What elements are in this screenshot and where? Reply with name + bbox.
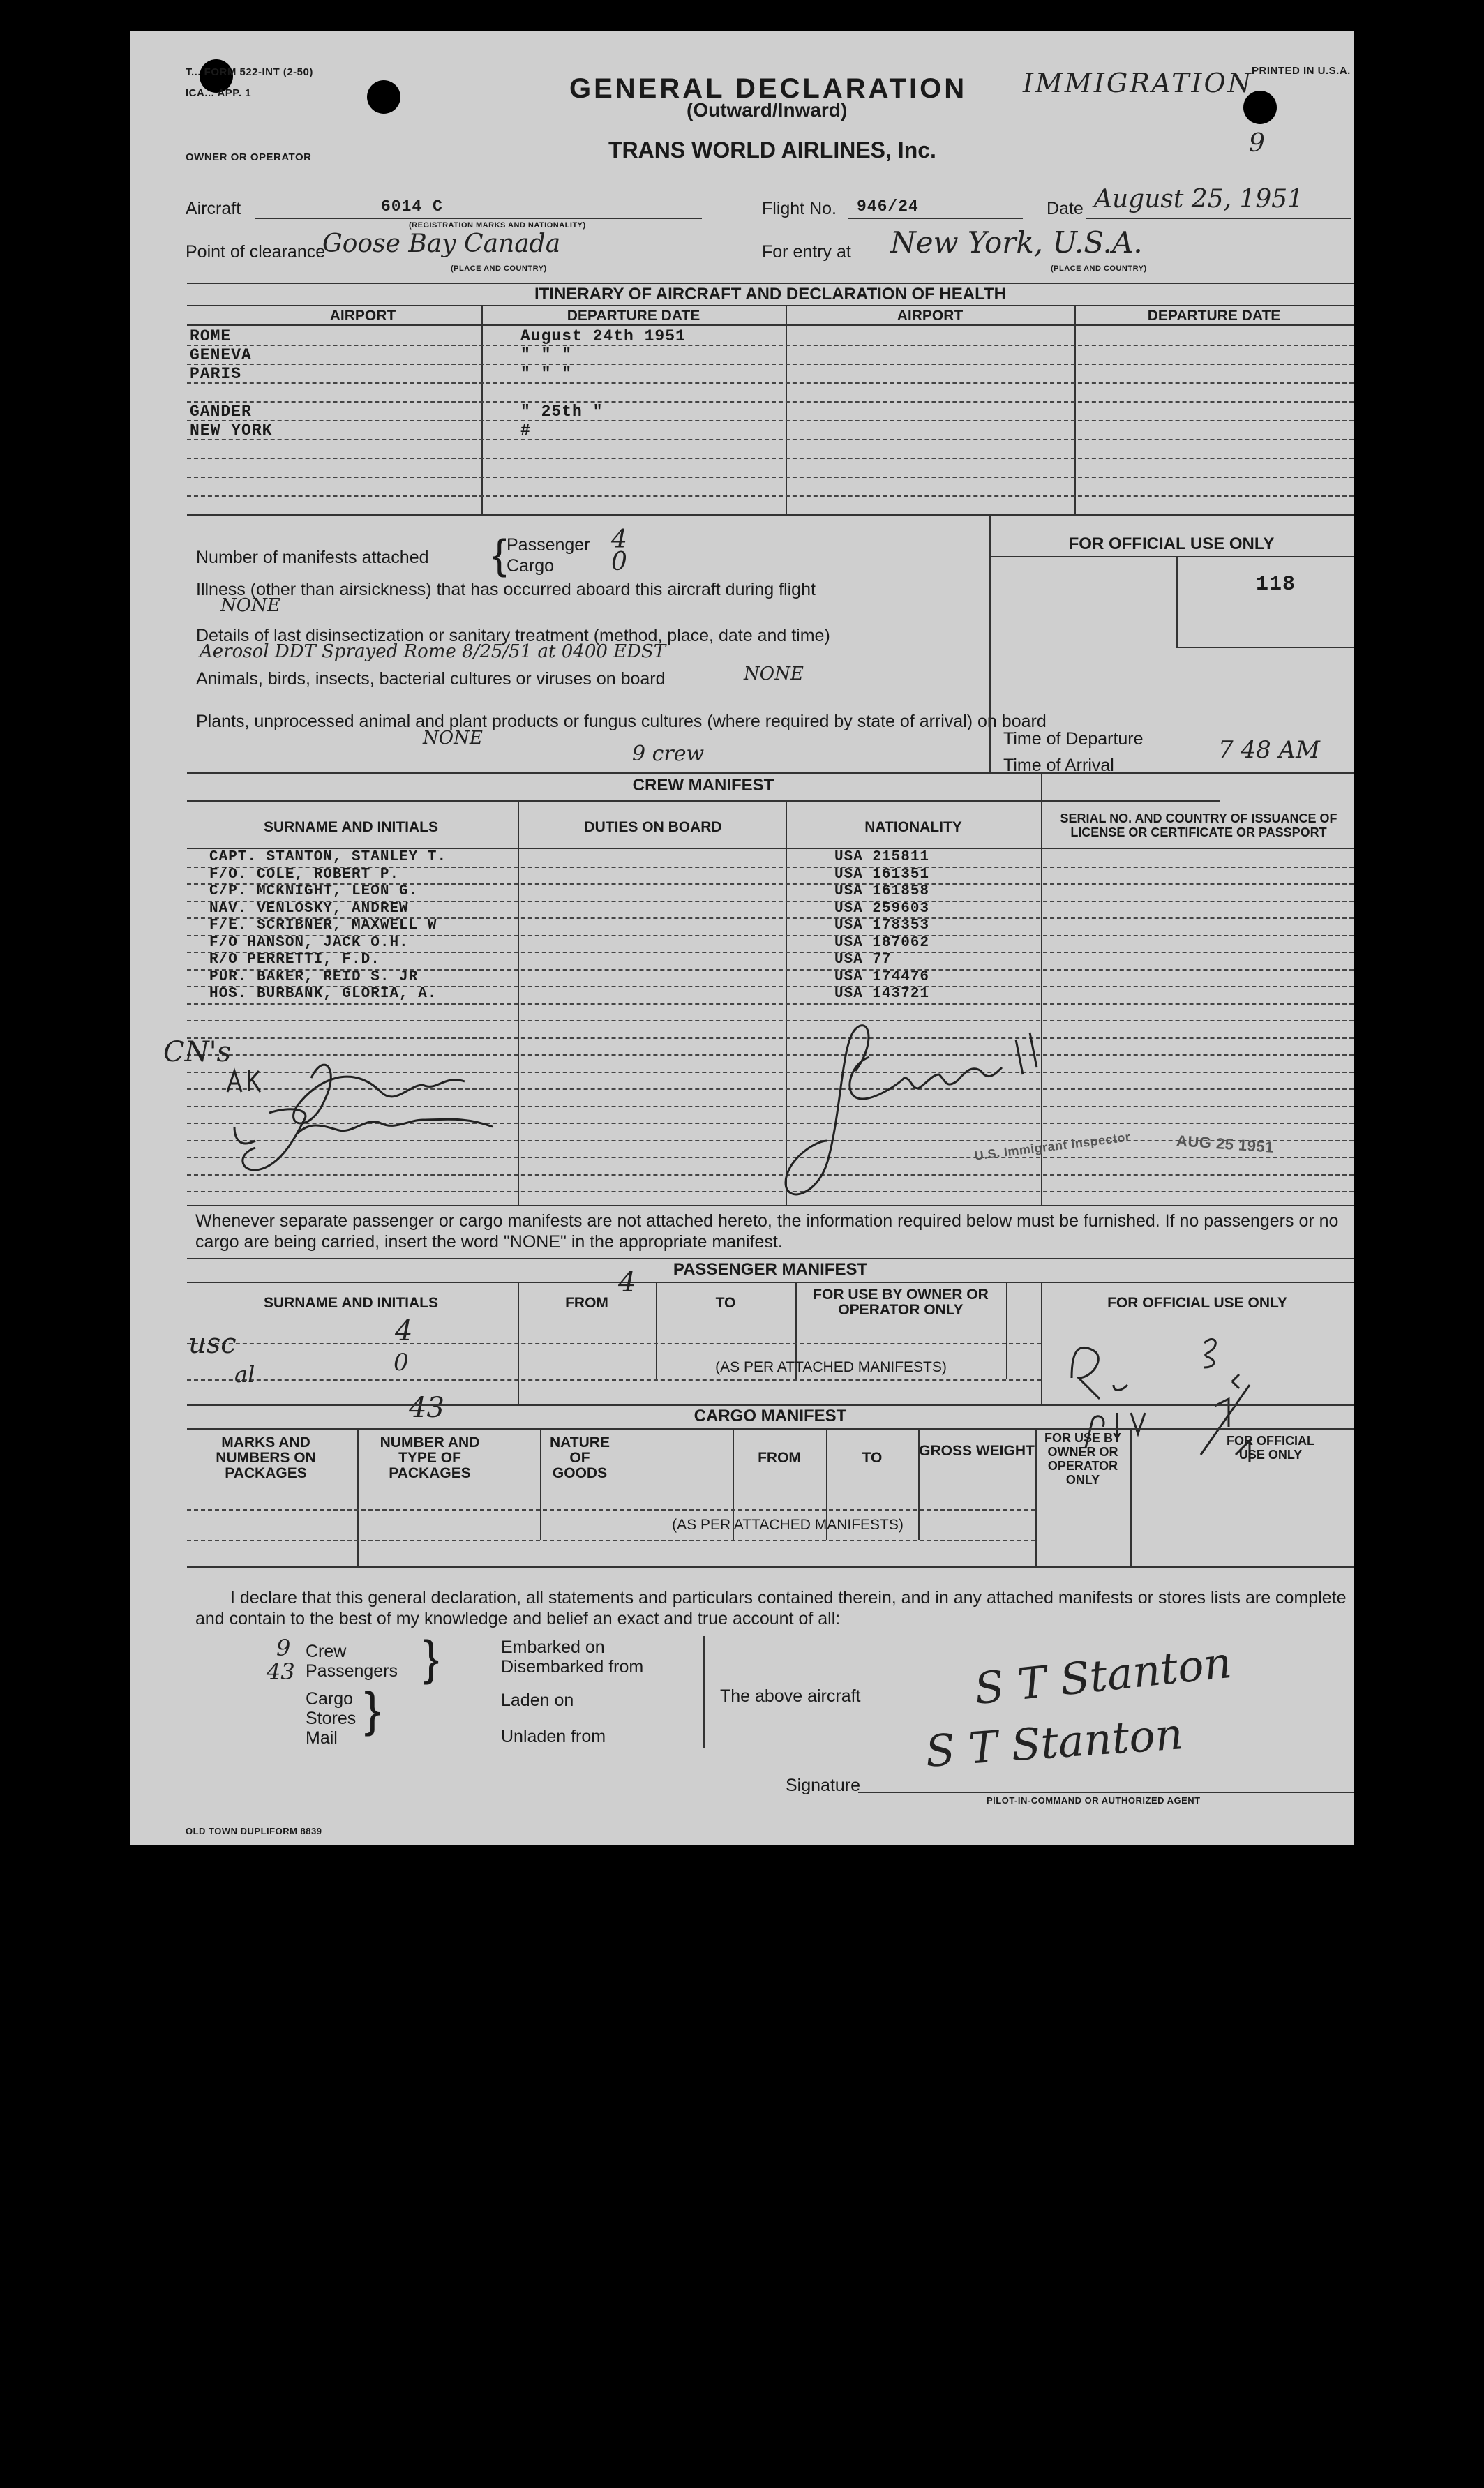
crew-signatures <box>130 1008 1354 1238</box>
itinerary-col-airport: AIRPORT <box>329 308 396 324</box>
itinerary-title: ITINERARY OF AIRCRAFT AND DECLARATION OF HEALTH <box>534 285 1006 303</box>
pm-hand-count1: 4 <box>395 1315 413 1347</box>
cargo-count-label: Cargo <box>306 1689 354 1709</box>
official-number: 118 <box>1256 573 1296 597</box>
owner-label: OWNER OR OPERATOR <box>186 151 312 163</box>
cm-col-owner: FOR USE BY OWNER OR OPERATOR ONLY <box>1044 1431 1121 1487</box>
itinerary-airport: ROME <box>190 327 232 345</box>
itinerary-col-airport-2: AIRPORT <box>897 308 964 324</box>
pm-per-attached: (AS PER ATTACHED MANIFESTS) <box>715 1359 947 1375</box>
cargo-value: 0 <box>611 548 627 576</box>
signature-upper: S T Stanton <box>972 1636 1234 1715</box>
pm-col-to: TO <box>715 1295 736 1311</box>
cm-col-number: NUMBER AND TYPE OF PACKAGES <box>380 1434 480 1481</box>
passenger-label: Passenger <box>507 535 590 555</box>
flight-value: 946/24 <box>857 197 919 216</box>
above-aircraft-label: The above aircraft <box>720 1686 861 1706</box>
crew-col-license: SERIAL NO. AND COUNTRY OF ISSUANCE OF LICENSE OR CERTIFICATE OR PASSPORT <box>1060 811 1337 839</box>
pm-hand-al: al <box>234 1361 255 1388</box>
pm-hand-count2: 0 <box>394 1349 409 1377</box>
crew-col-nationality: NATIONALITY <box>864 819 962 835</box>
pm-col-surname: SURNAME AND INITIALS <box>263 1295 439 1311</box>
animals-value: NONE <box>744 664 804 684</box>
airline-name: TRANS WORLD AIRLINES, Inc. <box>608 137 936 163</box>
crew-member-name: R/O PERRETTI, F.D. <box>209 952 380 968</box>
crew-member-name: F/O. COLE, ROBERT P. <box>209 867 400 883</box>
aircraft-sub: (REGISTRATION MARKS AND NATIONALITY) <box>409 221 586 230</box>
crew-member-name: F/E. SCRIBNER, MAXWELL W <box>209 917 437 934</box>
pm-hand-usc: usc <box>188 1328 237 1360</box>
inspector-stamp: U.S. Immigrant Inspector <box>973 1130 1132 1163</box>
crew-count-handwritten: 9 crew <box>632 742 705 766</box>
stores-count-label: Stores <box>306 1709 357 1728</box>
date-value: August 25, 1951 <box>1094 185 1304 213</box>
disembarked-label: Disembarked from <box>501 1657 644 1677</box>
laden-label: Laden on <box>501 1691 574 1710</box>
crew-member-name: F/O HANSON, JACK O.H. <box>209 935 409 951</box>
cm-col-from: FROM <box>758 1450 801 1466</box>
cm-per-attached: (AS PER ATTACHED MANIFESTS) <box>672 1517 904 1533</box>
crew-title: CREW MANIFEST <box>632 776 774 795</box>
crew-member-name: PUR. BAKER, REID S. JR <box>209 969 419 985</box>
passenger-count-value: 43 <box>267 1658 295 1685</box>
plants-value: NONE <box>423 728 483 749</box>
disinsect-value: Aerosol DDT Sprayed Rome 8/25/51 at 0400 EDST <box>200 641 666 662</box>
animals-label: Animals, birds, insects, bacterial cultures or viruses on board <box>196 669 666 689</box>
itinerary-departure-date: " " " <box>520 346 573 364</box>
entry-label: For entry at <box>762 242 851 262</box>
flight-label: Flight No. <box>762 199 837 218</box>
clearance-sub: (PLACE AND COUNTRY) <box>451 264 547 273</box>
itinerary-col-departure-2: DEPARTURE DATE <box>1147 308 1281 324</box>
plants-label: Plants, unprocessed animal and plant products or fungus cultures (where required by state of arrival) on board <box>196 712 1047 731</box>
crew-member-nationality: USA 187062 <box>834 935 930 951</box>
arrival-time-value: 7 48 AM <box>1218 736 1320 764</box>
title-handwritten: IMMIGRATION <box>1023 68 1253 98</box>
crew-member-name: CAPT. STANTON, STANLEY T. <box>209 849 447 865</box>
crew-member-name: NAV. VENLOSKY, ANDREW <box>209 901 409 917</box>
clearance-label: Point of clearance <box>186 242 326 262</box>
crew-annotation: CN's <box>163 1036 232 1068</box>
form-footer: OLD TOWN DUPLIFORM 8839 <box>186 1826 322 1836</box>
signature-lower: S T Stanton <box>923 1708 1185 1777</box>
aircraft-label: Aircraft <box>186 199 241 218</box>
itinerary-airport: GANDER <box>190 403 252 421</box>
pm-col-owner: FOR USE BY OWNER OR OPERATOR ONLY <box>813 1287 989 1318</box>
crew-member-nationality: USA 161351 <box>834 867 930 883</box>
unladen-label: Unladen from <box>501 1727 606 1746</box>
disinsect-label: Details of last disinsectization or sanitary treatment (method, place, date and time) <box>196 626 830 645</box>
pm-col-from: FROM <box>565 1295 608 1311</box>
crew-member-nationality: USA 161858 <box>834 883 930 899</box>
form-code: T... FORM 522-INT (2-50) <box>186 66 313 78</box>
crew-member-nationality: USA 259603 <box>834 901 930 917</box>
itinerary-col-departure: DEPARTURE DATE <box>567 308 700 324</box>
crew-member-nationality: USA 77 <box>834 952 892 968</box>
punch-hole <box>367 80 400 114</box>
notice-text: Whenever separate passenger or cargo manifests are not attached hereto, the information required below must be furnished. If no passengers or no cargo are being carried, insert the word "NONE" in the appropriate manifest. <box>195 1211 1339 1252</box>
date-label: Date <box>1047 199 1084 218</box>
itinerary-departure-date: " 25th " <box>520 403 604 421</box>
entry-sub: (PLACE AND COUNTRY) <box>1051 264 1147 273</box>
crew-member-nationality: USA 178353 <box>834 917 930 934</box>
crew-count-value: 9 <box>276 1635 291 1661</box>
crew-member-nationality: USA 215811 <box>834 849 930 865</box>
embarked-label: Embarked on <box>501 1638 605 1657</box>
cm-col-weight: GROSS WEIGHT <box>919 1443 1035 1459</box>
form-subtitle: (Outward/Inward) <box>687 99 848 121</box>
arrival-time-label: Time of Arrival <box>1003 756 1114 775</box>
cm-col-official: FOR OFFICIAL USE ONLY <box>1227 1434 1314 1462</box>
passenger-manifest-title: PASSENGER MANIFEST <box>673 1260 868 1279</box>
crew-member-name: HOS. BURBANK, GLORIA, A. <box>209 986 437 1002</box>
cargo-manifest-title: CARGO MANIFEST <box>694 1407 847 1425</box>
itinerary-departure-date: " " " <box>520 365 573 383</box>
passenger-value: 4 <box>611 525 627 554</box>
entry-value: New York, U.S.A. <box>890 225 1143 260</box>
crew-col-surname: SURNAME AND INITIALS <box>263 819 439 835</box>
clearance-value: Goose Bay Canada <box>322 230 561 258</box>
printed-in: PRINTED IN U.S.A. <box>1252 65 1351 77</box>
manifests-label: Number of manifests attached <box>196 548 429 567</box>
signature-sub: PILOT-IN-COMMAND OR AUTHORIZED AGENT <box>987 1795 1201 1806</box>
pm-col-official: FOR OFFICIAL USE ONLY <box>1107 1295 1287 1311</box>
illness-label: Illness (other than airsickness) that has occurred aboard this aircraft during flight <box>196 580 816 599</box>
crew-member-nationality: USA 174476 <box>834 969 930 985</box>
passenger-count-label: Passengers <box>306 1661 398 1681</box>
crew-member-nationality: USA 143721 <box>834 986 930 1002</box>
cm-col-nature: NATURE OF GOODS <box>550 1434 610 1481</box>
itinerary-airport: NEW YORK <box>190 421 273 440</box>
itinerary-airport: PARIS <box>190 365 242 383</box>
official-title: FOR OFFICIAL USE ONLY <box>1068 534 1275 553</box>
pm-from-hand: 4 <box>618 1266 636 1298</box>
signature-label: Signature <box>786 1776 861 1795</box>
itinerary-departure-date: # <box>520 421 531 440</box>
cm-col-to: TO <box>862 1450 883 1466</box>
page-number: 9 <box>1249 129 1265 158</box>
aircraft-value: 6014 C <box>381 197 443 216</box>
cargo-label: Cargo <box>507 556 555 576</box>
form-title: GENERAL DECLARATION <box>569 73 968 104</box>
crew-count-label: Crew <box>306 1642 347 1661</box>
crew-member-name: C/P. MCKNIGHT, LEON G. <box>209 883 419 899</box>
illness-value: NONE <box>220 595 280 616</box>
itinerary-airport: GENEVA <box>190 346 252 364</box>
mail-count-label: Mail <box>306 1728 338 1748</box>
inspector-stamp-date: AUG 25 1951 <box>1176 1132 1275 1156</box>
declaration-text: I declare that this general declaration, all statements and particulars contained therein, and in any attached manifests or stores lists are complete and contain to the best of my knowledge and belief an exact and true account of all: <box>195 1588 1347 1628</box>
form-code-2: ICA... APP. 1 <box>186 87 252 99</box>
declaration-document: T... FORM 522-INT (2-50) ICA... APP. 1 PRINTED IN U.S.A. GENERAL DECLARATION IMMIGRATION (Outward/Inward) 9 OWNER OR OPERATOR TRANS WORLD AIRLINES, Inc. Aircraft 6014 C (REGISTRATION MARKS AND NATIONALITY) Flight No. 946/24 Date August 25, 1951 Point of clearance Goose Bay Canada (PLACE AND COUNTRY) For entry at New York, U.S.A. (PLACE AND COUNTRY) ITINERARY OF AIRCRAFT AND DECLARATION OF HEALTH AIRPORT DEPARTURE DATE AIRPORT DEPARTURE DATE ROME August 24th 1951 GENEVA " " " PARIS " " " GANDER " 25th " NEW YORK # Number of manifests attached { Passenger 4 Cargo 0 Illness (other than airsickness) that has occurred aboard this aircraft during flight NONE Details of last disinsectization or sanitary treatment (method, place, date and time) Aerosol DDT Sprayed Rome 8/25/51 at 0400 EDST Animals, birds, insects, bacterial cultures or viruses on board NONE Plants, unprocessed animal and plant products or fungus cultures (where required by state of arrival) on board NONE FOR OFFICIAL USE ONLY 118 Time of Departure Time of Arrival 7 48 AM 9 crew CREW MANIFEST SURNAME AND INITIALS DUTIES ON BOARD NATIONALITY SERIAL NO. AND COUNTRY OF ISSUANCE OF LICENSE OR CERTIFICATE OR PASSPORT CAPT. STANTON, STANLEY T. USA 215811 F/O. COLE, ROBERT P. USA 161351 C/P. MCKNIGHT, LEON G. USA 161858 NAV. VENLOSKY, ANDREW USA 259603 F/E. SCRIBNER, MAXWELL W USA 178353 F/O HANSON, JACK O.H. USA 187062 R/O PERRETTI, F.D. USA 77 PUR. BAKER, REID S. JR USA 174476 HOS. BURBANK, GLORIA, A. USA 143721 CN's U.S. Immigrant Inspector AUG 25 1951 Whenever separate passenger or cargo manifests are not attached hereto, the information required below must be furnished. If no passengers or no cargo are being carried, insert the word "NONE" in the appropriate manifest. PASSENGER MANIFEST SURNAME AND INITIALS FROM 4 TO FOR USE BY OWNER OR OPERATOR ONLY FOR OFFICIAL USE ONLY (AS PER ATTACHED MANIFESTS) usc al 4 0 43 CARGO MANIFEST MARKS AND NUMBERS ON PACKAGES NUMBER AND TYPE OF PACKAGES NATURE OF GOODS FROM TO GROSS WEIGHT FOR USE BY OWNER OR OPERATOR ONLY FOR OFFICIAL USE ONLY (AS PER ATTACHED MANIFESTS) I declare that this general declaration, all statements and particulars contained therein, and in any attached manifests or stores lists are complete and contain to the best of my knowledge and belief an exact and true account of all: 9 43 Crew Passengers Cargo Stores Mail } } Embarked on Disembarked from Laden on Unladen from The above aircraft S T Stanton S T Stanton Signature PILOT-IN-COMMAND OR AUTHORIZED AGENT OLD TOWN DUPLIFORM 8839 <box>130 31 1354 1845</box>
crew-col-duties: DUTIES ON BOARD <box>584 819 722 835</box>
pm-hand-total: 43 <box>409 1392 444 1424</box>
cm-col-marks: MARKS AND NUMBERS ON PACKAGES <box>216 1434 316 1481</box>
departure-time-label: Time of Departure <box>1003 729 1144 749</box>
itinerary-departure-date: August 24th 1951 <box>520 327 686 345</box>
